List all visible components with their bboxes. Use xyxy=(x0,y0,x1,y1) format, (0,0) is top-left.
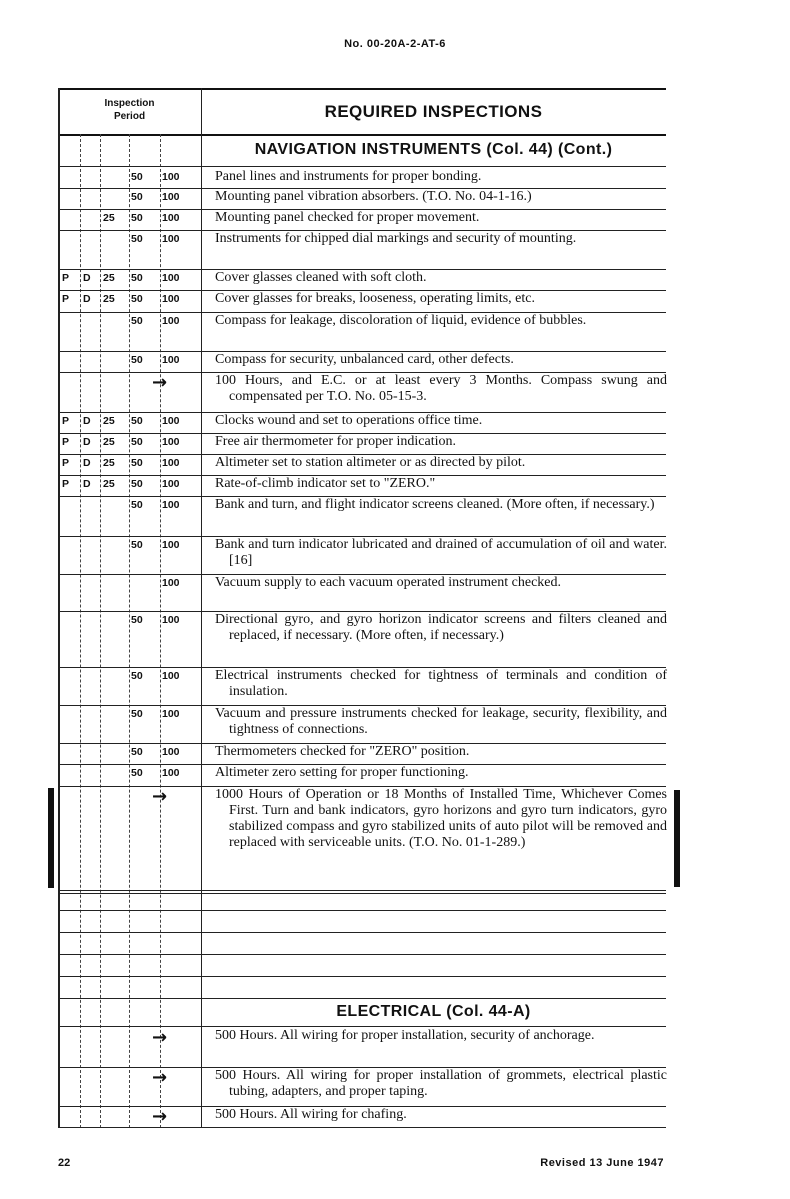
change-bar-right xyxy=(674,790,680,887)
inspection-description xyxy=(215,1027,667,1044)
row-divider xyxy=(58,893,666,894)
table-row xyxy=(58,611,666,667)
period-d-cell: D xyxy=(83,436,91,448)
period-100-cell: 100 xyxy=(162,293,180,305)
table-row xyxy=(58,188,666,209)
period-25-cell: 25 xyxy=(103,293,115,305)
period-100-cell: 100 xyxy=(162,767,180,779)
table-row xyxy=(58,743,666,764)
period-50-cell: 50 xyxy=(131,212,143,224)
period-50-cell: 50 xyxy=(131,191,143,203)
period-50-cell: 50 xyxy=(131,746,143,758)
table-row xyxy=(58,1067,666,1106)
inspection-text: Altimeter set to station altimeter or as directed by pilot. xyxy=(215,455,526,470)
inspection-description xyxy=(215,188,667,205)
inspection-description xyxy=(215,290,667,307)
table-row xyxy=(58,705,666,743)
inspection-text: Instruments for chipped dial markings and security of mounting. xyxy=(215,231,577,246)
inspection-description xyxy=(215,312,667,329)
inspection-text: Thermometers checked for "ZERO" position. xyxy=(215,744,470,759)
period-50-cell: 50 xyxy=(131,614,143,626)
inspection-description xyxy=(215,475,667,492)
inspection-text: Cover glasses cleaned with soft cloth. xyxy=(215,270,427,285)
inspection-description xyxy=(215,667,667,700)
period-100-cell: 100 xyxy=(162,708,180,720)
period-p-cell: P xyxy=(62,415,70,427)
inspection-text: Free air thermometer for proper indication. xyxy=(215,434,457,449)
row-divider xyxy=(58,1127,666,1128)
inspection-text: Bank and turn indicator lubricated and drained of accumulation of oil and water. [16] xyxy=(215,537,667,568)
inspection-description xyxy=(215,351,667,368)
period-50-cell: 50 xyxy=(131,436,143,448)
table-row xyxy=(58,574,666,611)
inspection-text: Panel lines and instruments for proper bonding. xyxy=(215,169,482,184)
row-divider xyxy=(58,932,666,933)
inspection-description xyxy=(215,536,667,569)
period-50-cell: 50 xyxy=(131,670,143,682)
change-bar-left xyxy=(48,788,54,888)
period-p-cell: P xyxy=(62,457,70,469)
inspection-description xyxy=(215,496,667,513)
inspection-text: Directional gyro, and gyro horizon indicator screens and filters cleaned and replaced, if necessary. (More often, if necessary.) xyxy=(215,612,667,643)
inspection-text: Rate-of-climb indicator set to "ZERO." xyxy=(215,476,436,491)
period-50-cell: 50 xyxy=(131,457,143,469)
row-divider xyxy=(58,910,666,911)
page-number: 22 xyxy=(58,1157,71,1169)
period-100-cell: 100 xyxy=(162,191,180,203)
table-row xyxy=(58,433,666,454)
inspection-description xyxy=(215,230,667,247)
period-100-cell: 100 xyxy=(162,315,180,327)
arrow-icon: → xyxy=(152,372,168,393)
period-50-cell: 50 xyxy=(131,767,143,779)
period-50-cell: 50 xyxy=(131,354,143,366)
row-divider xyxy=(58,166,666,167)
period-p-cell: P xyxy=(62,272,70,284)
period-100-cell: 100 xyxy=(162,746,180,758)
inspection-text: 500 Hours. All wiring for proper installation, security of anchorage. xyxy=(215,1028,595,1043)
period-25-cell: 25 xyxy=(103,272,115,284)
row-divider xyxy=(58,954,666,955)
period-100-cell: 100 xyxy=(162,272,180,284)
inspection-text: Vacuum and pressure instruments checked for leakage, security, flexibility, and tightness of connections. xyxy=(215,706,667,737)
period-50-cell: 50 xyxy=(131,415,143,427)
table-row xyxy=(58,351,666,372)
arrow-icon: → xyxy=(152,786,168,807)
period-100-cell: 100 xyxy=(162,577,180,589)
period-label-line2: Period xyxy=(113,111,146,122)
period-25-cell: 25 xyxy=(103,436,115,448)
inspection-description xyxy=(215,209,667,226)
period-50-cell: 50 xyxy=(131,315,143,327)
period-25-cell: 25 xyxy=(103,478,115,490)
table-row xyxy=(58,1106,666,1127)
inspection-description xyxy=(215,574,667,591)
period-100-cell: 100 xyxy=(162,614,180,626)
arrow-icon: → xyxy=(152,1067,168,1088)
inspection-description xyxy=(215,786,667,851)
period-label-line1: Inspection xyxy=(104,98,155,109)
inspection-period-header xyxy=(58,97,201,123)
period-100-cell: 100 xyxy=(162,499,180,511)
period-d-cell: D xyxy=(83,415,91,427)
inspection-description xyxy=(215,454,667,471)
inspection-text: 500 Hours. All wiring for chafing. xyxy=(215,1107,407,1122)
period-25-cell: 25 xyxy=(103,212,115,224)
inspection-text: Bank and turn, and flight indicator screens cleaned. (More often, if necessary.) xyxy=(215,497,655,512)
table-row xyxy=(58,496,666,536)
document-number: No. 00-20A-2-AT-6 xyxy=(344,38,446,50)
table-row xyxy=(58,312,666,351)
period-p-cell: P xyxy=(62,436,70,448)
period-100-cell: 100 xyxy=(162,436,180,448)
arrow-icon: → xyxy=(152,1106,168,1127)
period-d-cell: D xyxy=(83,293,91,305)
inspection-text: 100 Hours, and E.C. or at least every 3 Months. Compass swung and compensated per T.O. No. 05-15-3. xyxy=(215,373,667,404)
inspection-text: Cover glasses for breaks, looseness, operating limits, etc. xyxy=(215,291,535,306)
arrow-icon: → xyxy=(152,1027,168,1048)
period-p-cell: P xyxy=(62,478,70,490)
inspection-description xyxy=(215,168,667,185)
inspection-description xyxy=(215,433,667,450)
table-row xyxy=(58,786,666,890)
table-row xyxy=(58,454,666,475)
section-title-electrical: ELECTRICAL (Col. 44-A) xyxy=(336,1003,531,1020)
period-50-cell: 50 xyxy=(131,293,143,305)
inspection-text: Electrical instruments checked for tightness of terminals and condition of insulation. xyxy=(215,668,667,699)
period-50-cell: 50 xyxy=(131,499,143,511)
inspection-text: 500 Hours. All wiring for proper installation of grommets, electrical plastic tubing, adapters, and proper taping. xyxy=(215,1068,667,1099)
period-100-cell: 100 xyxy=(162,670,180,682)
table-row xyxy=(58,209,666,230)
period-50-cell: 50 xyxy=(131,708,143,720)
required-inspections-title: REQUIRED INSPECTIONS xyxy=(324,102,543,121)
period-25-cell: 25 xyxy=(103,457,115,469)
inspection-text: 1000 Hours of Operation or 18 Months of Installed Time, Whichever Comes First. Turn and bank indicators, gyro horizons and gyro turn indicators, gyro stabilized compass and gyro stabilized units of auto pilot will be removed and replaced with serviceable units. (T.O. No. 01-1-289.) xyxy=(215,787,667,850)
inspection-text: Altimeter zero setting for proper functioning. xyxy=(215,765,469,780)
period-100-cell: 100 xyxy=(162,539,180,551)
period-100-cell: 100 xyxy=(162,212,180,224)
row-divider xyxy=(58,890,666,891)
row-divider xyxy=(58,976,666,977)
inspection-description xyxy=(215,412,667,429)
inspection-description xyxy=(215,705,667,738)
inspection-description xyxy=(215,611,667,644)
section-title-navigation: NAVIGATION INSTRUMENTS (Col. 44) (Cont.) xyxy=(254,141,613,158)
period-100-cell: 100 xyxy=(162,171,180,183)
period-50-cell: 50 xyxy=(131,539,143,551)
table-row xyxy=(58,536,666,574)
period-p-cell: P xyxy=(62,293,70,305)
period-50-cell: 50 xyxy=(131,272,143,284)
inspection-text: Mounting panel vibration absorbers. (T.O. No. 04-1-16.) xyxy=(215,189,532,204)
table-row xyxy=(58,412,666,433)
table-row xyxy=(58,230,666,269)
inspection-description xyxy=(215,1106,667,1123)
revision-date: Revised 13 June 1947 xyxy=(540,1157,664,1169)
inspection-text: Compass for security, unbalanced card, other defects. xyxy=(215,352,514,367)
table-row xyxy=(58,290,666,312)
inspection-description xyxy=(215,372,667,405)
table-row xyxy=(58,475,666,496)
period-100-cell: 100 xyxy=(162,457,180,469)
inspection-text: Clocks wound and set to operations office time. xyxy=(215,413,483,428)
period-50-cell: 50 xyxy=(131,233,143,245)
row-divider xyxy=(58,998,666,999)
inspection-description xyxy=(215,743,667,760)
period-d-cell: D xyxy=(83,272,91,284)
inspection-text: Mounting panel checked for proper movement. xyxy=(215,210,480,225)
period-50-cell: 50 xyxy=(131,171,143,183)
period-25-cell: 25 xyxy=(103,415,115,427)
period-d-cell: D xyxy=(83,478,91,490)
period-100-cell: 100 xyxy=(162,415,180,427)
inspection-text: Vacuum supply to each vacuum operated instrument checked. xyxy=(215,575,561,590)
period-100-cell: 100 xyxy=(162,354,180,366)
table-row xyxy=(58,1027,666,1067)
period-100-cell: 100 xyxy=(162,478,180,490)
table-header xyxy=(58,89,666,136)
table-row xyxy=(58,269,666,290)
table-row xyxy=(58,168,666,188)
period-d-cell: D xyxy=(83,457,91,469)
table-row xyxy=(58,372,666,412)
inspection-description xyxy=(215,764,667,781)
table-row xyxy=(58,764,666,786)
period-100-cell: 100 xyxy=(162,233,180,245)
inspection-description xyxy=(215,269,667,286)
period-50-cell: 50 xyxy=(131,478,143,490)
table-row xyxy=(58,667,666,705)
inspection-text: Compass for leakage, discoloration of liquid, evidence of bubbles. xyxy=(215,313,587,328)
inspection-description xyxy=(215,1067,667,1100)
